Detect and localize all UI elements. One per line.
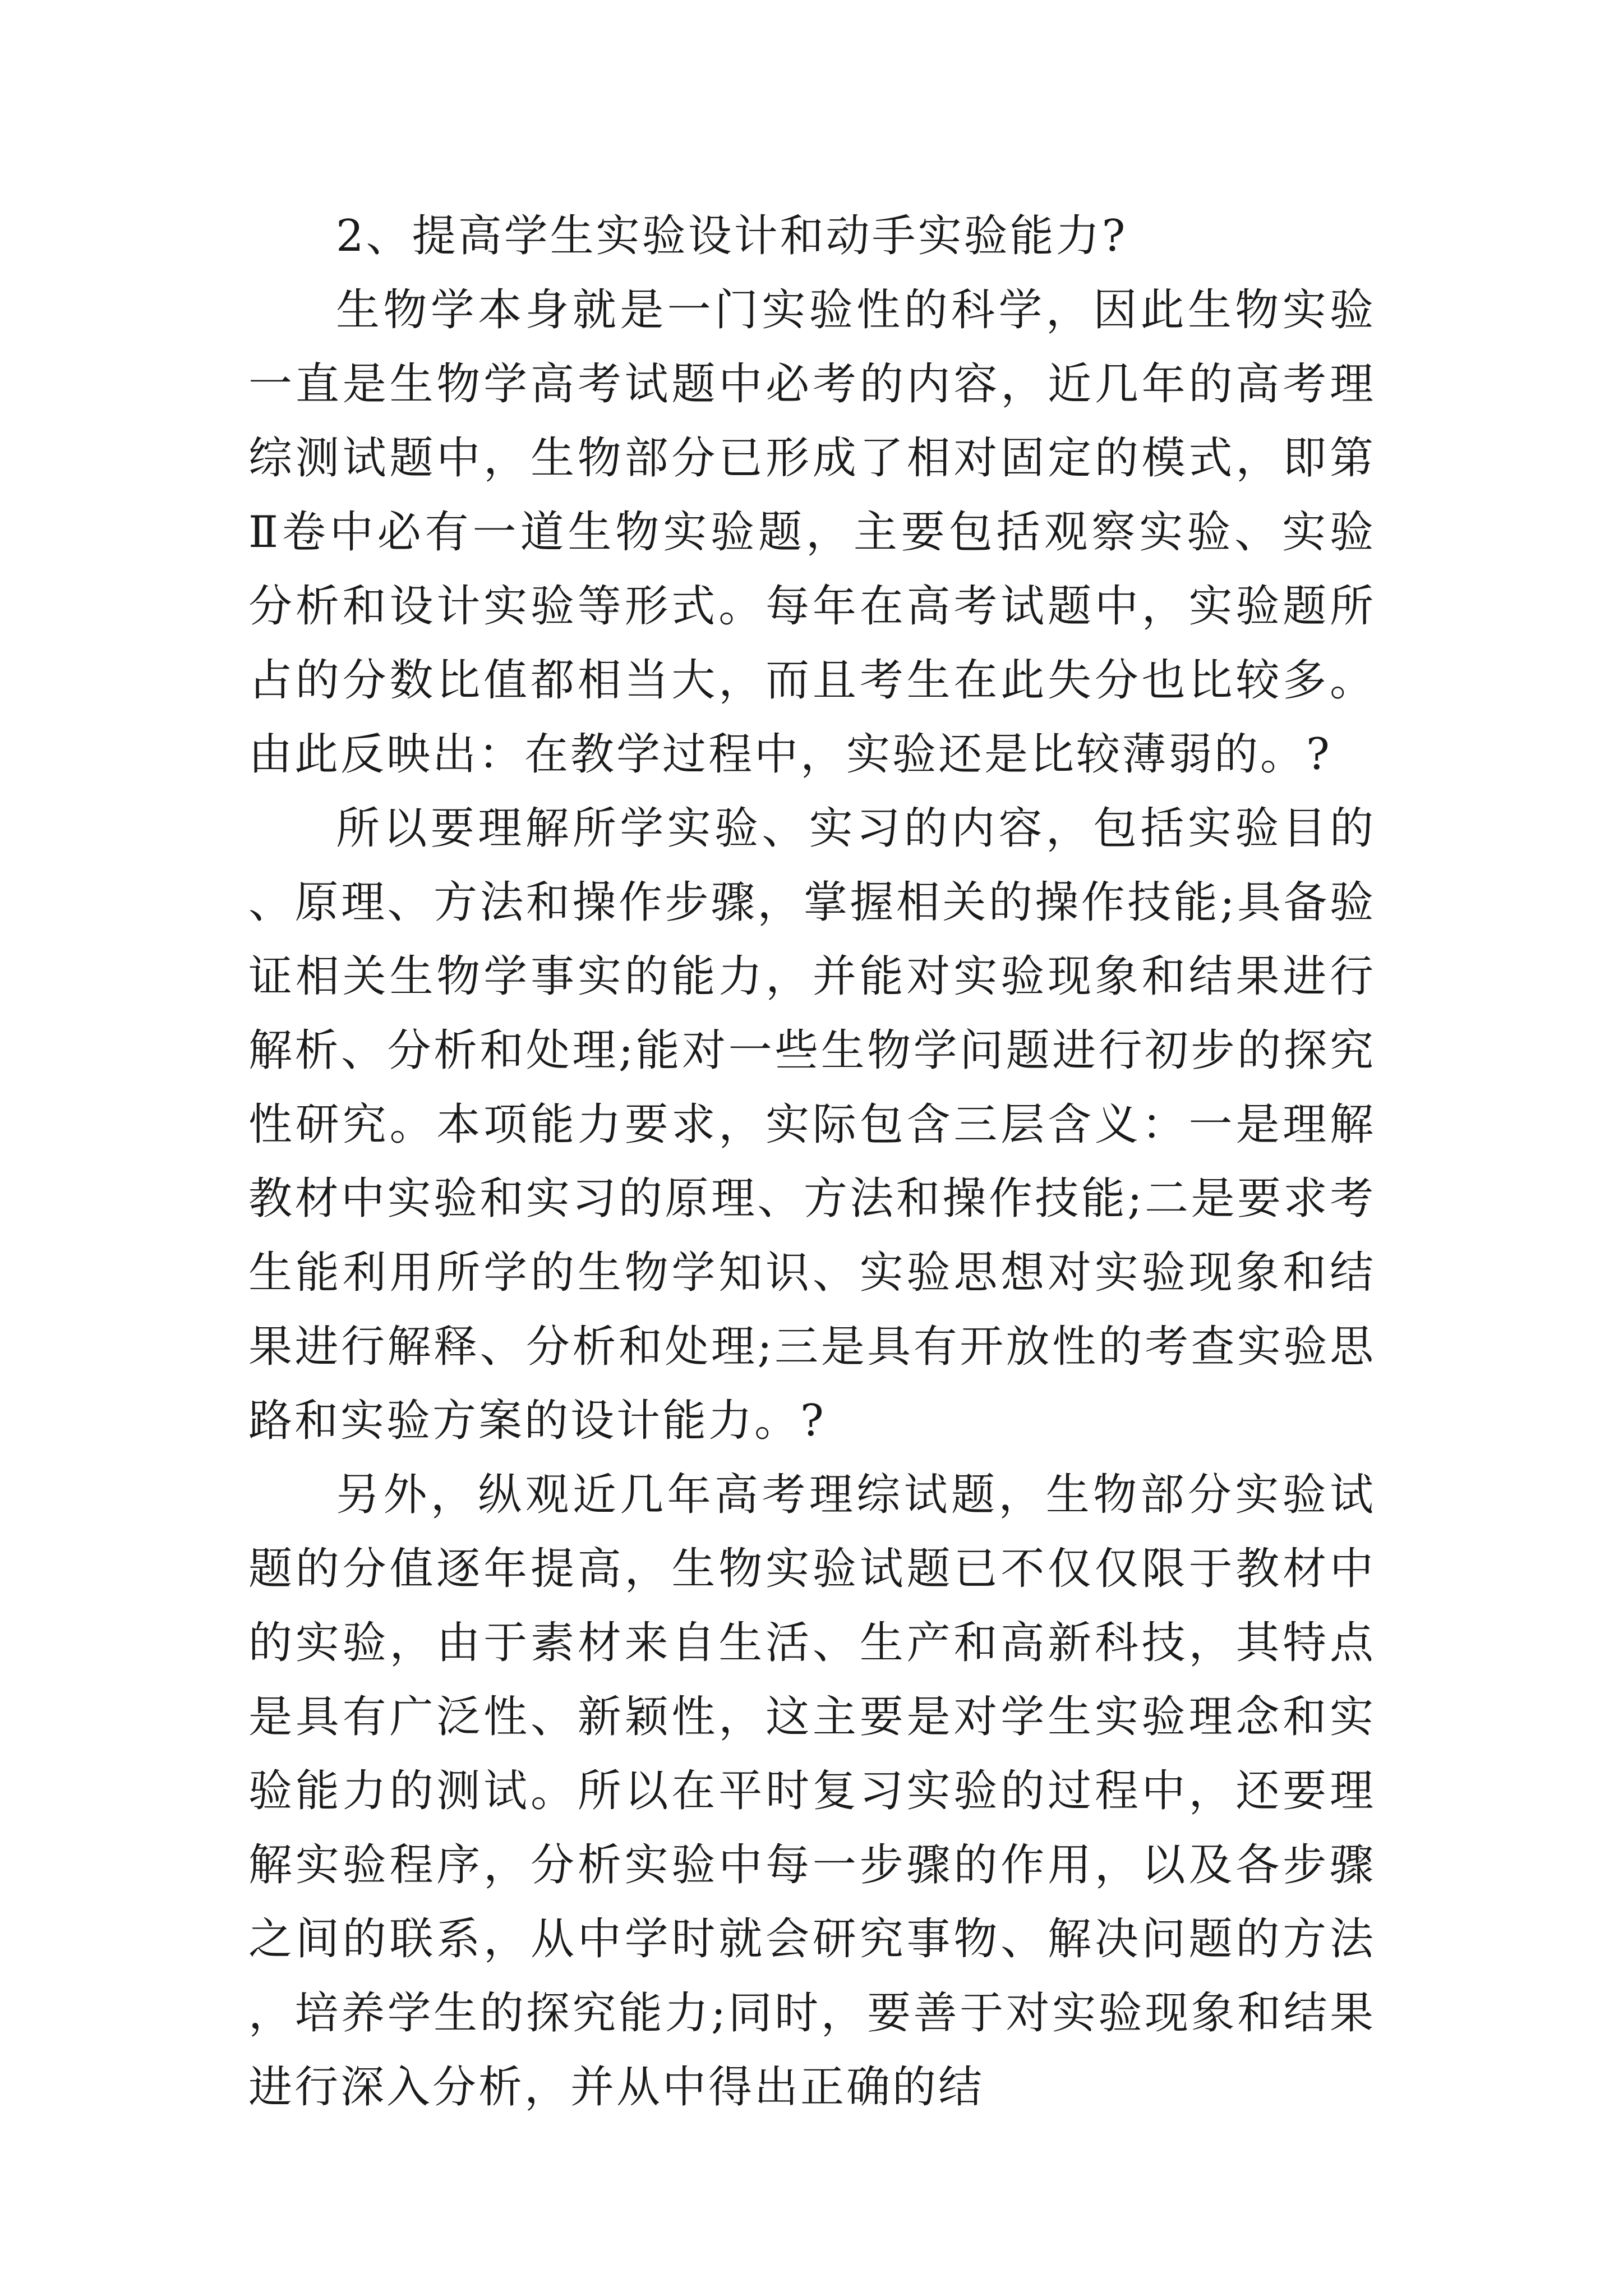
paragraph-3: 另外，纵观近几年高考理综试题，生物部分实验试题的分值逐年提高，生物实验试题已不仅仅限于教材中的实验，由于素材来自生活、生产和高新科技，其特点是具有广泛性、新颖性，这主要是对学生实验理念和实验能力的测试。所以在平时复习实验的过程中，还要理解实验程序，分析实验中每一步骤的作用，以及各步骤之间的联系，从中学时就会研究事物、解决问题的方法，培养学生的探究能力;同时，要善于对实验现象和结果进行深入分析，并从中得出正确的结 [248,1470,1376,2113]
paragraph-1: 生物学本身就是一门实验性的科学，因此生物实验一直是生物学高考试题中必考的内容，近几年的高考理综测试题中，生物部分已形成了相对固定的模式，即第Ⅱ卷中必有一道生物实验题，主要包括观察实验、实验分析和设计实验等形式。每年在高考试题中，实验题所占的分数比值都相当大，而且考生在此失分也比较多。由此反映出：在教学过程中，实验还是比较薄弱的。? [248,285,1376,780]
section-heading: 2、提高学生实验设计和动手实验能力? [336,211,1128,261]
document-body [248,199,1376,2124]
paragraph-2: 所以要理解所学实验、实习的内容，包括实验目的、原理、方法和操作步骤，掌握相关的操作技能;具备验证相关生物学事实的能力，并能对实验现象和结果进行解析、分析和处理;能对一些生物学问题进行初步的探究性研究。本项能力要求，实际包含三层含义：一是理解教材中实验和实习的原理、方法和操作技能;二是要求考生能利用所学的生物学知识、实验思想对实验现象和结果进行解释、分析和处理;三是具有开放性的考查实验思路和实验方案的设计能力。? [248,803,1376,1446]
